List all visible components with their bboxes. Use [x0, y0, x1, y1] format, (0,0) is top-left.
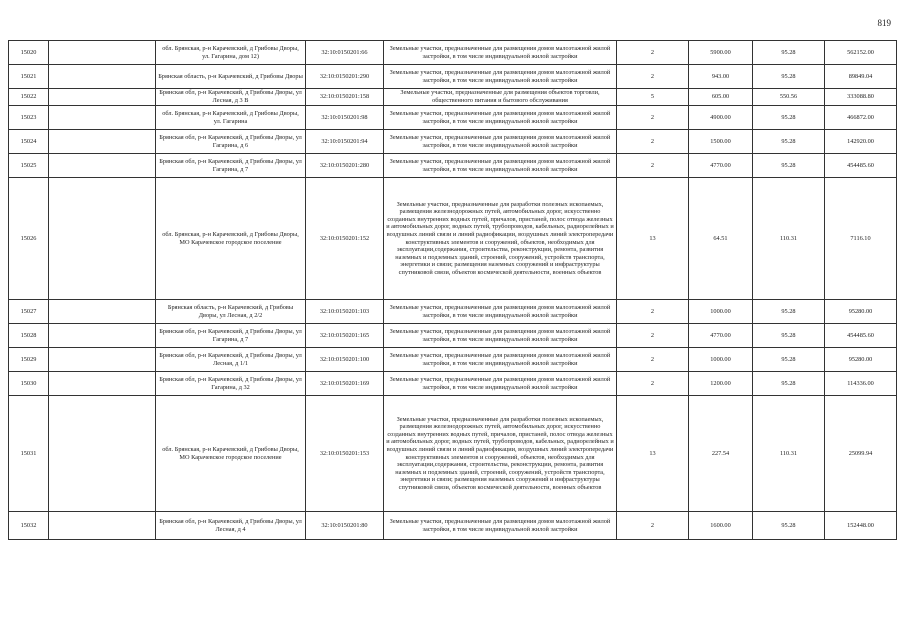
cell-specific-value: 95.28: [753, 324, 825, 348]
cell-cadastral-number: 32:10:0150201:153: [306, 396, 384, 512]
cell-cadastral-number: 32:10:0150201:280: [306, 154, 384, 178]
cell-area: 64.51: [689, 178, 753, 300]
cell-category: 2: [617, 106, 689, 130]
cell-permitted-use: Земельные участки, предназначенные для размещения домов малоэтажной жилой застройки, в том числе индивидуальной жилой застройки: [384, 372, 617, 396]
table-row: [9, 300, 897, 324]
cell-record-id: 15026: [9, 178, 49, 300]
cell-cadastral-number: 32:10:0150201:94: [306, 130, 384, 154]
cell-permitted-use: Земельные участки, предназначенные для размещения домов малоэтажной жилой застройки, в том числе индивидуальной жилой застройки: [384, 106, 617, 130]
cell-record-id: 15021: [9, 65, 49, 89]
cell-cadastral-number: 32:10:0150201:66: [306, 41, 384, 65]
cell-record-id: 15024: [9, 130, 49, 154]
cell-cadastral-value: 333088.80: [825, 89, 897, 106]
cell-empty: [49, 106, 156, 130]
cell-permitted-use: Земельные участки, предназначенные для размещения домов малоэтажной жилой застройки, в том числе индивидуальной жилой застройки: [384, 130, 617, 154]
cell-specific-value: 95.28: [753, 154, 825, 178]
cell-cadastral-value: 7116.10: [825, 178, 897, 300]
cell-cadastral-value: 114336.00: [825, 372, 897, 396]
cell-cadastral-value: 142920.00: [825, 130, 897, 154]
table-row: [9, 89, 897, 106]
cell-record-id: 15023: [9, 106, 49, 130]
cell-cadastral-value: 454485.60: [825, 324, 897, 348]
page-number: 819: [877, 18, 891, 28]
cell-cadastral-value: 95280.00: [825, 300, 897, 324]
table-row: [9, 512, 897, 540]
cell-permitted-use: Земельные участки, предназначенные для размещения домов малоэтажной жилой застройки, в том числе индивидуальной жилой застройки: [384, 65, 617, 89]
cell-empty: [49, 372, 156, 396]
cell-empty: [49, 300, 156, 324]
cell-cadastral-number: 32:10:0150201:100: [306, 348, 384, 372]
cell-area: 5900.00: [689, 41, 753, 65]
cell-specific-value: 95.28: [753, 106, 825, 130]
cell-address: Брянская область, р-н Карачевский, д Грибовы Дворы: [156, 65, 306, 89]
cell-record-id: 15028: [9, 324, 49, 348]
cell-specific-value: 95.28: [753, 300, 825, 324]
cell-record-id: 15027: [9, 300, 49, 324]
cell-record-id: 15031: [9, 396, 49, 512]
cell-category: 2: [617, 130, 689, 154]
cell-area: 1000.00: [689, 300, 753, 324]
table-row: [9, 65, 897, 89]
table-row: [9, 130, 897, 154]
cell-category: 2: [617, 324, 689, 348]
cell-cadastral-number: 32:10:0150201:152: [306, 178, 384, 300]
cell-record-id: 15020: [9, 41, 49, 65]
cell-permitted-use: Земельные участки, предназначенные для размещения домов малоэтажной жилой застройки, в том числе индивидуальной жилой застройки: [384, 41, 617, 65]
cell-address: Брянская обл, р-н Карачевский, д Грибовы Дворы, ул Лесная, д 1/1: [156, 348, 306, 372]
cell-category: 2: [617, 512, 689, 540]
cell-address: Брянская обл, р-н Карачевский, д Грибовы Дворы, ул Гагарина, д 7: [156, 154, 306, 178]
cell-category: 2: [617, 300, 689, 324]
cell-specific-value: 95.28: [753, 130, 825, 154]
table-row: [9, 348, 897, 372]
cell-empty: [49, 512, 156, 540]
cell-permitted-use: Земельные участки, предназначенные для размещения домов малоэтажной жилой застройки, в том числе индивидуальной жилой застройки: [384, 324, 617, 348]
cell-category: 2: [617, 154, 689, 178]
cell-address: Брянская обл, р-н Карачевский, д Грибовы Дворы, ул Гагарина, д 6: [156, 130, 306, 154]
registry-table: [8, 40, 897, 540]
cell-cadastral-number: 32:10:0150201:169: [306, 372, 384, 396]
cell-record-id: 15030: [9, 372, 49, 396]
cell-permitted-use: Земельные участки, предназначенные для размещения домов малоэтажной жилой застройки, в том числе индивидуальной жилой застройки: [384, 300, 617, 324]
cell-permitted-use: Земельные участки, предназначенные для размещения объектов торговли, общественного питания и бытового обслуживания: [384, 89, 617, 106]
cell-cadastral-value: 95280.00: [825, 348, 897, 372]
cell-empty: [49, 178, 156, 300]
cell-category: 2: [617, 65, 689, 89]
table-row: [9, 154, 897, 178]
cell-empty: [49, 89, 156, 106]
cell-permitted-use: Земельные участки, предназначенные для размещения домов малоэтажной жилой застройки, в том числе индивидуальной жилой застройки: [384, 348, 617, 372]
cell-cadastral-value: 466872.00: [825, 106, 897, 130]
cell-record-id: 15029: [9, 348, 49, 372]
cell-empty: [49, 65, 156, 89]
cell-specific-value: 95.28: [753, 372, 825, 396]
cell-specific-value: 550.56: [753, 89, 825, 106]
cell-empty: [49, 154, 156, 178]
cell-cadastral-value: 454485.60: [825, 154, 897, 178]
cell-cadastral-value: 562152.00: [825, 41, 897, 65]
cell-permitted-use: Земельные участки, предназначенные для размещения домов малоэтажной жилой застройки, в том числе индивидуальной жилой застройки: [384, 154, 617, 178]
table-row: [9, 106, 897, 130]
cell-specific-value: 95.28: [753, 348, 825, 372]
cell-address: обл. Брянская, р-н Карачевский, д Грибовы Дворы, МО Карачевское городское поселение: [156, 178, 306, 300]
cell-cadastral-value: 152448.00: [825, 512, 897, 540]
cell-address: Брянская область, р-н Карачевский, д Грибовы Дворы, ул Лесная, д 2/2: [156, 300, 306, 324]
cell-address: Брянская обл, р-н Карачевский, д Грибовы Дворы, ул Лесная, д 3 В: [156, 89, 306, 106]
table-row: [9, 324, 897, 348]
cell-cadastral-number: 32:10:0150201:158: [306, 89, 384, 106]
cell-cadastral-number: 32:10:0150201:103: [306, 300, 384, 324]
cell-empty: [49, 41, 156, 65]
cell-empty: [49, 324, 156, 348]
cell-cadastral-number: 32:10:0150201:290: [306, 65, 384, 89]
table-row: [9, 178, 897, 300]
table-row: [9, 41, 897, 65]
cell-cadastral-number: 32:10:0150201:165: [306, 324, 384, 348]
cell-category: 2: [617, 41, 689, 65]
cell-area: 1500.00: [689, 130, 753, 154]
table-row: [9, 372, 897, 396]
cell-area: 4770.00: [689, 154, 753, 178]
cell-specific-value: 95.28: [753, 41, 825, 65]
cell-cadastral-number: 32:10:0150201:98: [306, 106, 384, 130]
cell-cadastral-value: 25099.94: [825, 396, 897, 512]
cell-area: 1600.00: [689, 512, 753, 540]
table-row: [9, 396, 897, 512]
cell-address: обл. Брянская, р-н Карачевский, д Грибовы Дворы, ул. Гагарина, дом 12): [156, 41, 306, 65]
cell-cadastral-value: 89849.04: [825, 65, 897, 89]
cell-area: 4900.00: [689, 106, 753, 130]
cell-address: Брянская обл, р-н Карачевский, д Грибовы Дворы, ул Лесная, д 4: [156, 512, 306, 540]
cell-area: 605.00: [689, 89, 753, 106]
cell-address: обл. Брянская, р-н Карачевский, д Грибовы Дворы, ул. Гагарина: [156, 106, 306, 130]
cell-area: 227.54: [689, 396, 753, 512]
cell-record-id: 15032: [9, 512, 49, 540]
cell-specific-value: 95.28: [753, 512, 825, 540]
cell-area: 1200.00: [689, 372, 753, 396]
cell-address: Брянская обл, р-н Карачевский, д Грибовы Дворы, ул Гагарина, д 7: [156, 324, 306, 348]
cell-area: 1000.00: [689, 348, 753, 372]
cell-specific-value: 110.31: [753, 396, 825, 512]
cell-category: 2: [617, 348, 689, 372]
cell-permitted-use: Земельные участки, предназначенные для размещения домов малоэтажной жилой застройки, в том числе индивидуальной жилой застройки: [384, 512, 617, 540]
registry-body: [9, 41, 897, 540]
cell-specific-value: 95.28: [753, 65, 825, 89]
cell-empty: [49, 396, 156, 512]
cell-specific-value: 110.31: [753, 178, 825, 300]
cell-record-id: 15025: [9, 154, 49, 178]
cell-cadastral-number: 32:10:0150201:80: [306, 512, 384, 540]
cell-category: 5: [617, 89, 689, 106]
cell-category: 13: [617, 396, 689, 512]
cell-address: Брянская обл, р-н Карачевский, д Грибовы Дворы, ул Гагарина, д 32: [156, 372, 306, 396]
cell-area: 943.00: [689, 65, 753, 89]
cell-empty: [49, 130, 156, 154]
cell-category: 13: [617, 178, 689, 300]
cell-permitted-use: Земельные участки, предназначенные для разработки полезных ископаемых, размещения железнодорожных путей, автомобильных дорог, искусственно созданных внутренних водных путей, причалов, пристаней, полос отвода железных и автомобильных дорог, водных путей, трубопроводов, кабельных, радиорелейных и воздушных линий связи и линий радиофикации, воздушных линий электропередачи конструктивных элементов и сооружений, объектов, необходимых для эксплуатации,содержания, строительства, реконструкции, ремонта, развития наземных и подземных зданий, строений, сооружений, устройств транспорта, энергетики и связи; размещения наземных сооружений и инфраструктуры спутниковой связи, объектов космической деятельности, военных объектов: [384, 396, 617, 512]
cell-permitted-use: Земельные участки, предназначенные для разработки полезных ископаемых, размещения железнодорожных путей, автомобильных дорог, искусственно созданных внутренних водных путей, причалов, пристаней, полос отвода железных и автомобильных дорог, водных путей, трубопроводов, кабельных, радиорелейных и воздушных линий связи и линий радиофикации, воздушных линий электропередачи конструктивных элементов и сооружений, объектов, необходимых для эксплуатации,содержания, строительства, реконструкции, ремонта, развития наземных и подземных зданий, строений, сооружений, устройств транспорта, энергетики и связи; размещения наземных сооружений и инфраструктуры спутниковой связи, объектов космической деятельности, военных объектов: [384, 178, 617, 300]
cell-record-id: 15022: [9, 89, 49, 106]
cell-category: 2: [617, 372, 689, 396]
cell-area: 4770.00: [689, 324, 753, 348]
cell-empty: [49, 348, 156, 372]
cell-address: обл. Брянская, р-н Карачевский, д Грибовы Дворы, МО Карачевское городское поселение: [156, 396, 306, 512]
